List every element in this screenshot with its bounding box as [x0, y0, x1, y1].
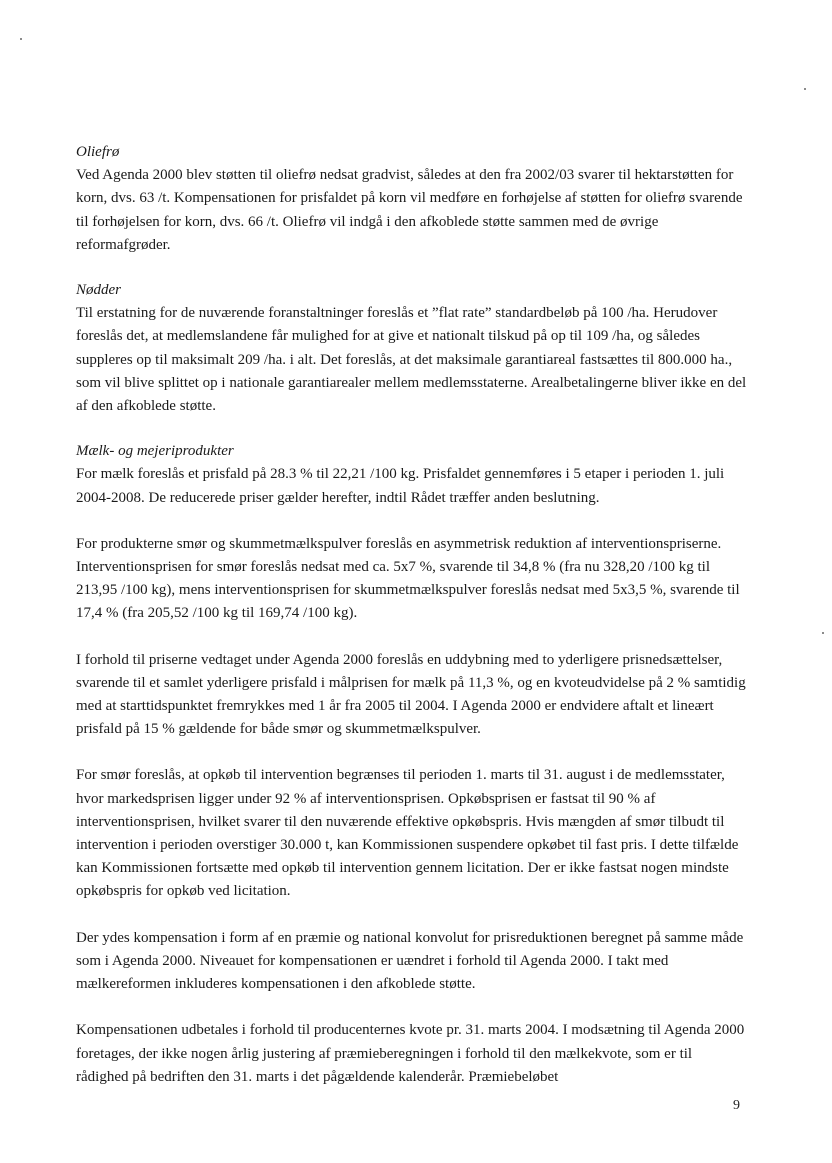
section-maelk [76, 440, 748, 1089]
scan-speck [822, 632, 824, 634]
paragraph: For smør foreslås, at opkøb til intervention begrænses til perioden 1. marts til 31. august i de medlemsstater, hvor markedsprisen ligger under 92 % af interventionsprisen. Opkøbsprisen er fastsat til 90 % af interventionsprisen, hvilket svarer til den nuværende effektive opkøbspris. Hvis mængden af smør tilbudt til intervention i perioden overstiger 30.000 t, kan Kommissionen suspendere opkøbet til fast pris. I dette tilfælde kan Kommissionen fortsætte med opkøb til intervention gennem licitation. Der er ikke fastsat nogen mindste opkøbspris for opkøb ved licitation. [76, 767, 739, 900]
section-heading: Mælk- og mejeriprodukter [76, 443, 234, 460]
section-nodder [76, 279, 748, 418]
scan-speck [804, 88, 806, 90]
section-heading: Nødder [76, 282, 121, 299]
paragraph: Ved Agenda 2000 blev støtten til oliefrø nedsat gradvist, således at den fra 2002/03 svarer til hektarstøtten for korn, dvs. 63 /t. Kompensationen for prisfaldet på korn vil medføre en forhøjelse af støtten for oliefrø svarende til forhøjelsen for korn, dvs. 66 /t. Oliefrø vil indgå i den afkoblede støtte sammen med de øvrige reformafgrøder. [76, 167, 743, 253]
section-heading: Oliefrø [76, 144, 120, 160]
paragraph: Til erstatning for de nuværende foranstaltninger foreslås et ”flat rate” standardbeløb på 100 /ha. Herudover foreslås det, at medlemslandene får mulighed for at give et nationalt tilskud på op til 109 /ha, og således suppleres op til maksimalt 209 /ha. i alt. Det foreslås, at det maksimale garantiareal fastsættes til 800.000 ha., som vil blive splittet op i nationale garantiarealer mellem medlemsstaterne. Arealbetalingerne bliver ikke en del af den afkoblede støtte. [76, 305, 747, 415]
paragraph: For produkterne smør og skummetmælkspulver foreslås en asymmetrisk reduktion af interventionspriserne. Interventionsprisen for smør foreslås nedsat med ca. 5x7 %, svarende til 34,8 % (fra nu 328,20 /100 kg til 213,95 /100 kg), mens interventionsprisen for skummetmælkspulver foreslås nedsat med 5x3,5 %, svarende til 17,4 % (fra 205,52 /100 kg til 169,74 /100 kg). [76, 535, 740, 622]
document-body [76, 141, 748, 1089]
page-number: 9 [733, 1098, 740, 1113]
paragraph: Der ydes kompensation i form af en præmie og national konvolut for prisreduktionen beregnet på samme måde som i Agenda 2000. Niveauet for kompensationen er uændret i forhold til Agenda 2000. I takt med mælkereformen inkluderes kompensationen i den afkoblede støtte. [76, 929, 744, 993]
paragraph: Kompensationen udbetales i forhold til producenternes kvote pr. 31. marts 2004. I modsætning til Agenda 2000 foretages, der ikke nogen årlig justering af præmieberegningen i forhold til den mælkekvote, som er til rådighed på bedriften den 31. marts i det pågældende kalenderår. Præmiebeløbet [76, 1022, 745, 1085]
paragraph: I forhold til priserne vedtaget under Agenda 2000 foreslås en uddybning med to yderligere prisnedsættelser, svarende til et samlet yderligere prisfald i målprisen for mælk på 11,3 %, og en kvoteudvidelse på 2 % samtidig med at starttidspunktet fremrykkes med 1 år fra 2005 til 2004. I Agenda 2000 er endvidere aftalt et lineært prisfald på 15 % gældende for både smør og skummetmælkspulver. [76, 651, 746, 738]
paragraph: For mælk foreslås et prisfald på 28.3 % til 22,21 /100 kg. Prisfaldet gennemføres i 5 etaper i perioden 1. juli 2004-2008. De reducerede priser gælder herefter, indtil Rådet træffer anden beslutning. [76, 466, 725, 506]
section-oliefro [76, 141, 748, 257]
scan-speck [20, 38, 22, 40]
